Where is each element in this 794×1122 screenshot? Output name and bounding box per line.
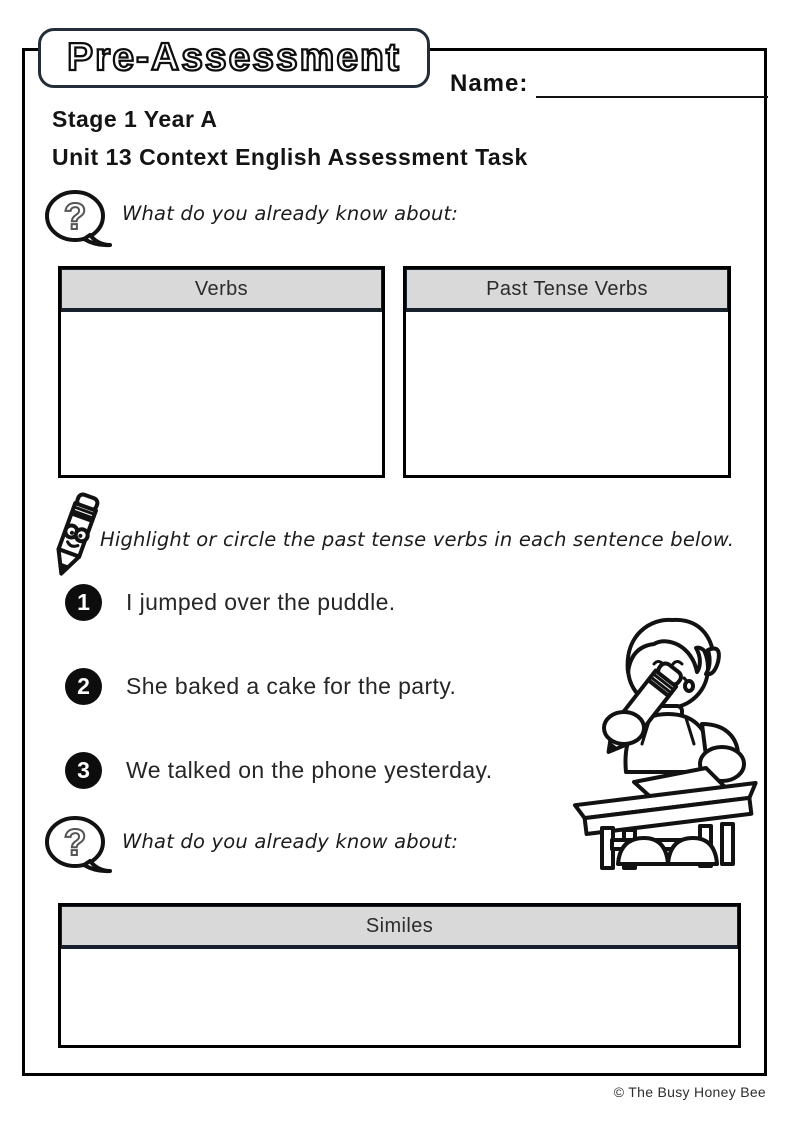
past-tense-verbs-box — [403, 266, 731, 478]
past-tense-verbs-box-label: Past Tense Verbs — [486, 277, 648, 300]
verbs-box-answer-area — [61, 312, 382, 475]
know-about-prompt-1: What do you already know about: — [122, 202, 459, 225]
page-title: Pre-Assessment — [67, 36, 401, 79]
know-about-prompt-2: What do you already know about: — [122, 830, 459, 853]
name-row — [450, 70, 768, 98]
unit-heading: Unit 13 Context English Assessment Task — [52, 144, 528, 170]
verbs-box-label: Verbs — [194, 277, 249, 300]
similes-box-answer-area — [61, 949, 738, 1045]
past-tense-verbs-box-header — [406, 269, 728, 312]
sentence-3-number: 3 — [65, 752, 102, 789]
svg-text:?: ? — [63, 196, 87, 237]
title-banner — [38, 28, 430, 88]
sentence-3-text: We talked on the phone yesterday. — [126, 757, 493, 783]
sentence-2-number: 2 — [65, 668, 102, 705]
similes-box-label: Similes — [365, 914, 434, 937]
sentence-1-text: I jumped over the puddle. — [126, 589, 396, 615]
sentence-row-3 — [65, 752, 493, 789]
sentence-row-1 — [65, 584, 396, 621]
sentence-2-text: She baked a cake for the party. — [126, 673, 457, 699]
stage-heading: Stage 1 Year A — [52, 106, 218, 132]
sentence-1-number: 1 — [65, 584, 102, 621]
pencil-icon — [44, 492, 106, 580]
name-label: Name: — [450, 70, 529, 97]
question-bubble-icon — [44, 190, 116, 248]
name-write-line — [536, 70, 768, 98]
past-tense-verbs-box-answer-area — [406, 312, 728, 475]
footer-credit: © The Busy Honey Bee — [613, 1084, 766, 1100]
question-bubble-icon-2 — [44, 816, 116, 874]
similes-box-header — [61, 906, 738, 949]
child-writing-illustration — [572, 612, 762, 870]
sentence-row-2 — [65, 668, 456, 705]
verbs-box — [58, 266, 385, 478]
svg-text:?: ? — [63, 822, 87, 863]
similes-box — [58, 903, 741, 1048]
verbs-box-header — [61, 269, 382, 312]
instruction-text: Highlight or circle the past tense verbs in each sentence below. — [100, 528, 735, 551]
